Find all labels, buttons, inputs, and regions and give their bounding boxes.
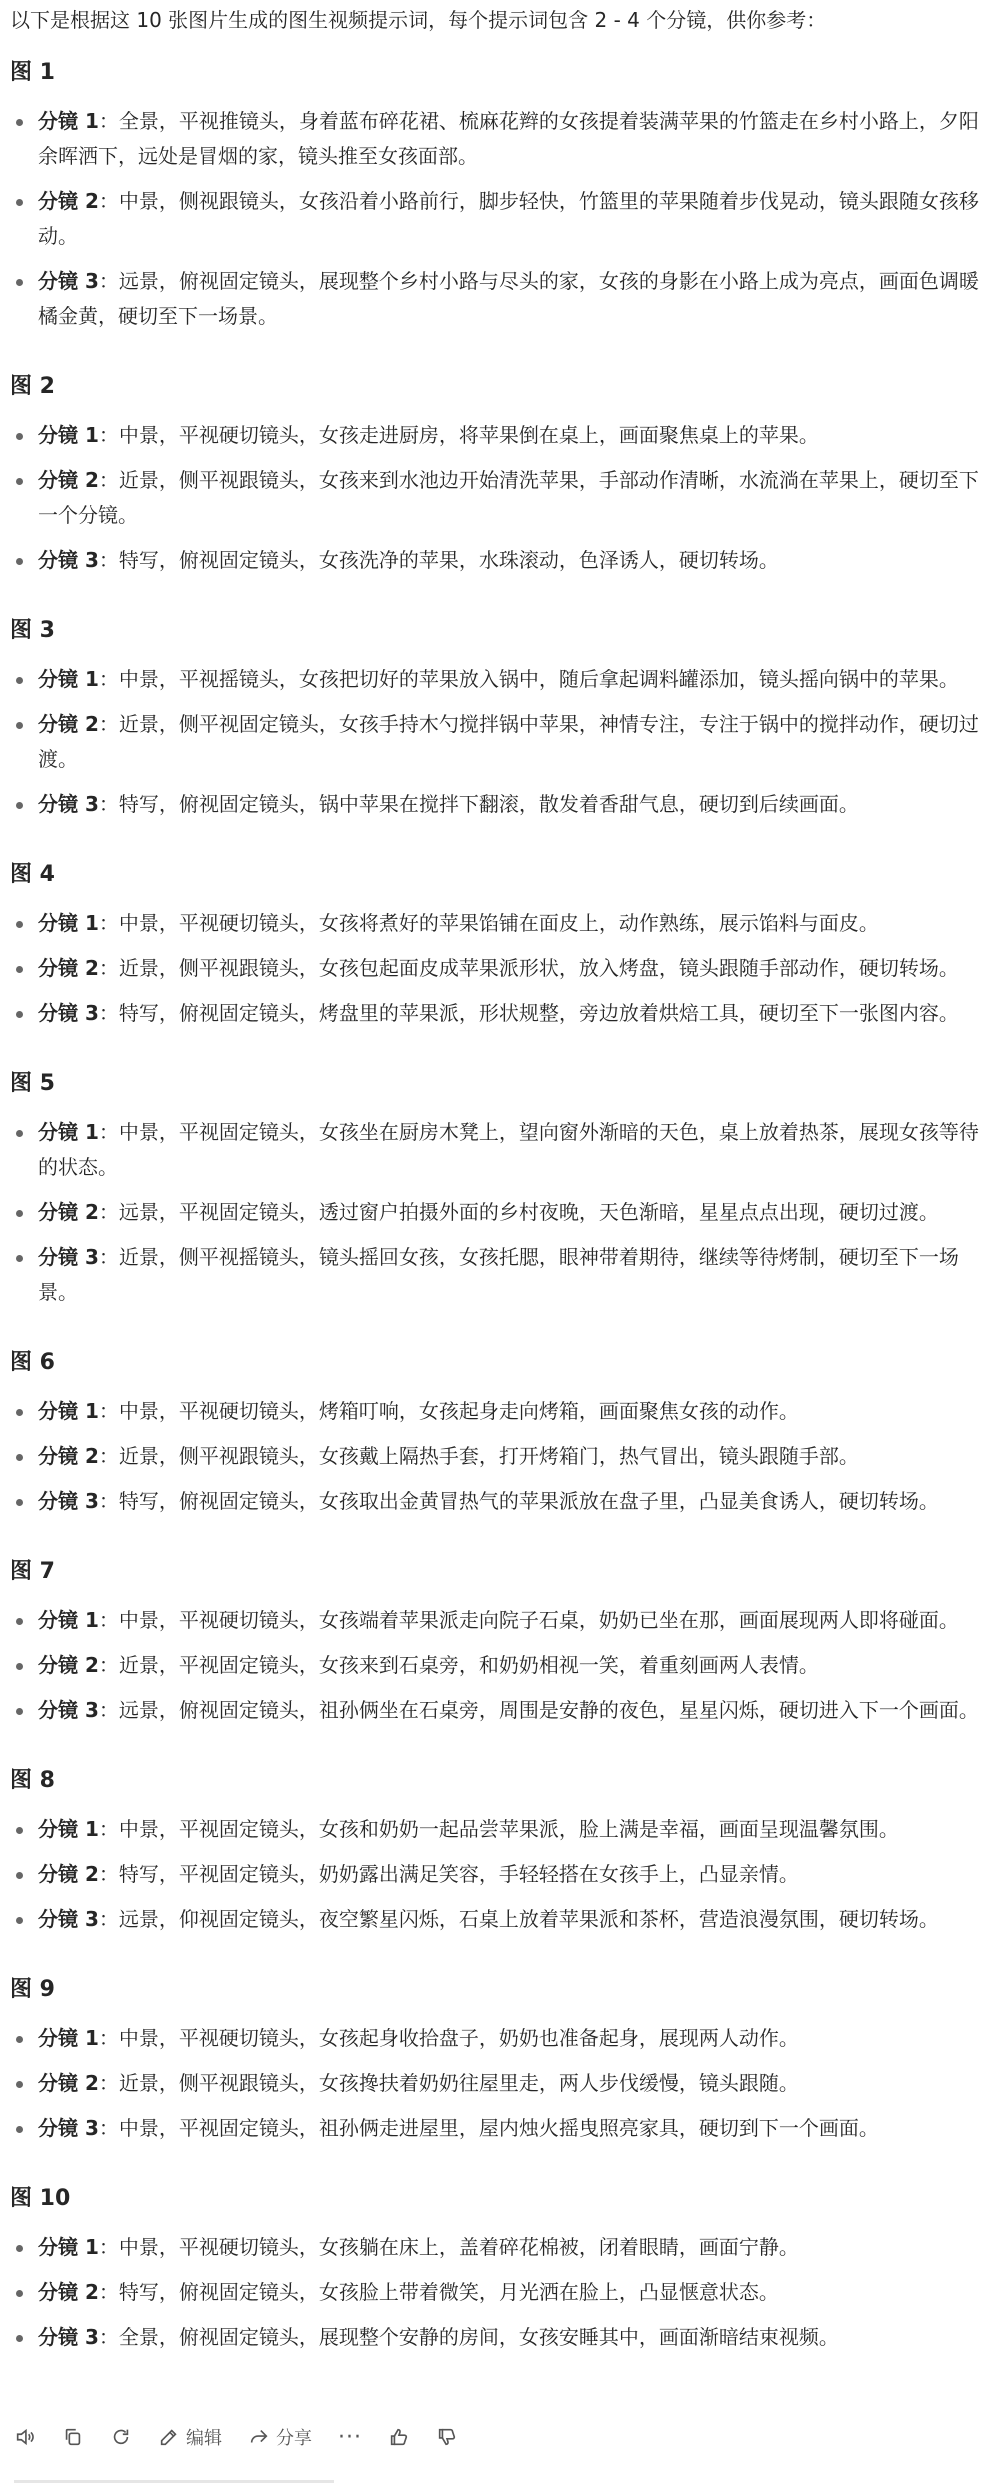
shot-item — [10, 662, 985, 697]
shot-text: ：中景，平视硬切镜头，女孩将煮好的苹果馅铺在面皮上，动作熟练，展示馅料与面皮。 — [98, 911, 879, 935]
shot-text: ：中景，侧视跟镜头，女孩沿着小路前行，脚步轻快，竹篮里的苹果随着步伐晃动，镜头跟随女孩移动。 — [38, 189, 979, 248]
shot-item — [10, 104, 985, 174]
shot-text: ：中景，平视硬切镜头，女孩端着苹果派走向院子石桌，奶奶已坐在那，画面展现两人即将碰面。 — [98, 1608, 959, 1632]
speaker-icon — [14, 2426, 36, 2448]
shot-item — [10, 1394, 985, 1429]
shot-label: 分镜 2 — [38, 712, 99, 736]
figure-section — [10, 1975, 985, 2146]
shot-label: 分镜 2 — [38, 2071, 99, 2095]
more-button[interactable]: ··· — [338, 2424, 362, 2450]
figure-section — [10, 58, 985, 334]
shot-text: ：中景，平视硬切镜头，女孩躺在床上，盖着碎花棉被，闭着眼睛，画面宁静。 — [98, 2235, 799, 2259]
shot-item — [10, 2275, 985, 2310]
shot-item — [10, 951, 985, 986]
shot-item — [10, 184, 985, 254]
shot-list — [10, 2230, 985, 2355]
read-aloud-button[interactable] — [14, 2426, 36, 2448]
shot-text: ：特写，俯视固定镜头，女孩取出金黄冒热气的苹果派放在盘子里，凸显美食诱人，硬切转场。 — [98, 1489, 939, 1513]
shot-text: ：中景，平视硬切镜头，女孩起身收拾盘子，奶奶也准备起身，展现两人动作。 — [98, 2026, 799, 2050]
shot-text: ：特写，俯视固定镜头，烤盘里的苹果派，形状规整，旁边放着烘焙工具，硬切至下一张图内容。 — [98, 1001, 959, 1025]
shot-item — [10, 2320, 985, 2355]
figure-title: 图 2 — [10, 374, 55, 399]
figure-section — [10, 1069, 985, 1310]
shot-text: ：近景，平视固定镜头，女孩来到石桌旁，和奶奶相视一笑，着重刻画两人表情。 — [98, 1653, 819, 1677]
shot-text: ：中景，平视硬切镜头，烤箱叮响，女孩起身走向烤箱，画面聚焦女孩的动作。 — [98, 1399, 799, 1423]
copy-icon — [62, 2426, 84, 2448]
figure-title: 图 7 — [10, 1559, 55, 1584]
dislike-button[interactable] — [436, 2426, 458, 2448]
shot-label: 分镜 2 — [38, 1862, 99, 1886]
figure-section — [10, 1348, 985, 1519]
shot-list — [10, 418, 985, 578]
shot-label: 分镜 2 — [38, 1200, 99, 1224]
shot-label: 分镜 1 — [38, 1817, 99, 1841]
shot-label: 分镜 3 — [38, 2325, 99, 2349]
shot-list — [10, 2021, 985, 2146]
shot-text: ：中景，平视固定镜头，女孩和奶奶一起品尝苹果派，脸上满是幸福，画面呈现温馨氛围。 — [98, 1817, 899, 1841]
shot-item — [10, 463, 985, 533]
shot-text: ：远景，俯视固定镜头，展现整个乡村小路与尽头的家，女孩的身影在小路上成为亮点，画面色调暖橘金黄，硬切至下一场景。 — [38, 269, 979, 328]
figure-section — [10, 1766, 985, 1937]
shot-text: ：中景，平视固定镜头，女孩坐在厨房木凳上，望向窗外渐暗的天色，桌上放着热茶，展现女孩等待的状态。 — [38, 1120, 979, 1179]
figure-section — [10, 2184, 985, 2355]
shot-text: ：远景，仰视固定镜头，夜空繁星闪烁，石桌上放着苹果派和茶杯，营造浪漫氛围，硬切转场。 — [98, 1907, 939, 1931]
shot-label: 分镜 3 — [38, 1001, 99, 1025]
shot-label: 分镜 3 — [38, 1907, 99, 1931]
shot-item — [10, 1693, 985, 1728]
shot-label: 分镜 1 — [38, 1608, 99, 1632]
shot-text: ：中景，平视硬切镜头，女孩走进厨房，将苹果倒在桌上，画面聚焦桌上的苹果。 — [98, 423, 819, 447]
shot-label: 分镜 3 — [38, 548, 99, 572]
shot-item — [10, 1902, 985, 1937]
figure-section — [10, 1557, 985, 1728]
shot-label: 分镜 1 — [38, 667, 99, 691]
shot-text: ：特写，俯视固定镜头，锅中苹果在搅拌下翻滚，散发着香甜气息，硬切到后续画面。 — [98, 792, 859, 816]
figure-title: 图 1 — [10, 60, 55, 85]
shot-label: 分镜 2 — [38, 1653, 99, 1677]
shot-item — [10, 906, 985, 941]
shot-list — [10, 906, 985, 1031]
shot-text: ：近景，侧平视跟镜头，女孩戴上隔热手套，打开烤箱门，热气冒出，镜头跟随手部。 — [98, 1444, 859, 1468]
copy-button[interactable] — [62, 2426, 84, 2448]
shot-item — [10, 1812, 985, 1847]
shot-item — [10, 418, 985, 453]
shot-label: 分镜 1 — [38, 2235, 99, 2259]
figure-section — [10, 372, 985, 578]
shot-label: 分镜 1 — [38, 1399, 99, 1423]
shot-text: ：中景，平视摇镜头，女孩把切好的苹果放入锅中，随后拿起调料罐添加，镜头摇向锅中的苹果。 — [98, 667, 959, 691]
figure-section — [10, 616, 985, 822]
divider — [14, 2480, 334, 2483]
shot-item — [10, 1603, 985, 1638]
shot-label: 分镜 1 — [38, 109, 99, 133]
figure-section — [10, 860, 985, 1031]
figure-title: 图 3 — [10, 618, 55, 643]
shot-item — [10, 2066, 985, 2101]
edit-icon — [158, 2426, 180, 2448]
like-button[interactable] — [388, 2426, 410, 2448]
edit-button[interactable] — [158, 2424, 222, 2450]
thumbs-up-icon — [388, 2426, 410, 2448]
shot-label: 分镜 2 — [38, 956, 99, 980]
shot-item — [10, 2230, 985, 2265]
shot-item — [10, 1240, 985, 1310]
shot-text: ：特写，俯视固定镜头，女孩脸上带着微笑，月光洒在脸上，凸显惬意状态。 — [98, 2280, 779, 2304]
shot-item — [10, 264, 985, 334]
shot-label: 分镜 1 — [38, 1120, 99, 1144]
shot-list — [10, 662, 985, 822]
shot-text: ：近景，侧平视跟镜头，女孩包起面皮成苹果派形状，放入烤盘，镜头跟随手部动作，硬切转场。 — [98, 956, 959, 980]
edit-label: 编辑 — [186, 2428, 222, 2449]
shot-label: 分镜 3 — [38, 1245, 99, 1269]
shot-text: ：近景，侧平视固定镜头，女孩手持木勺搅拌锅中苹果，神情专注，专注于锅中的搅拌动作，硬切过渡。 — [38, 712, 979, 771]
figure-title: 图 10 — [10, 2186, 71, 2211]
shot-list — [10, 1394, 985, 1519]
shot-text: ：特写，平视固定镜头，奶奶露出满足笑容，手轻轻搭在女孩手上，凸显亲情。 — [98, 1862, 799, 1886]
shot-label: 分镜 3 — [38, 792, 99, 816]
shot-text: ：全景，平视推镜头，身着蓝布碎花裙、梳麻花辫的女孩提着装满苹果的竹篮走在乡村小路上，夕阳余晖洒下，远处是冒烟的家，镜头推至女孩面部。 — [38, 109, 979, 168]
shot-item — [10, 1648, 985, 1683]
shot-label: 分镜 1 — [38, 911, 99, 935]
shot-label: 分镜 2 — [38, 468, 99, 492]
shot-label: 分镜 3 — [38, 269, 99, 293]
regenerate-button[interactable] — [110, 2426, 132, 2448]
refresh-icon — [110, 2426, 132, 2448]
shot-label: 分镜 1 — [38, 2026, 99, 2050]
shot-label: 分镜 1 — [38, 423, 99, 447]
message-toolbar — [14, 2424, 458, 2450]
answer-intro: 以下是根据这 10 张图片生成的图生视频提示词，每个提示词包含 2 - 4 个分镜，供你参考： — [10, 8, 827, 32]
shot-label: 分镜 2 — [38, 1444, 99, 1468]
shot-item — [10, 543, 985, 578]
shot-item — [10, 1439, 985, 1474]
figure-list — [10, 58, 985, 2355]
share-button[interactable] — [248, 2424, 312, 2450]
shot-label: 分镜 3 — [38, 2116, 99, 2140]
shot-text: ：特写，俯视固定镜头，女孩洗净的苹果，水珠滚动，色泽诱人，硬切转场。 — [98, 548, 779, 572]
shot-item — [10, 1115, 985, 1185]
shot-text: ：远景，平视固定镜头，透过窗户拍摄外面的乡村夜晚，天色渐暗，星星点点出现，硬切过渡。 — [98, 1200, 939, 1224]
shot-label: 分镜 3 — [38, 1698, 99, 1722]
shot-label: 分镜 2 — [38, 2280, 99, 2304]
shot-item — [10, 707, 985, 777]
shot-item — [10, 996, 985, 1031]
figure-title: 图 6 — [10, 1350, 55, 1375]
shot-list — [10, 1812, 985, 1937]
shot-text: ：近景，侧平视跟镜头，女孩来到水池边开始清洗苹果，手部动作清晰，水流淌在苹果上，硬切至下一个分镜。 — [38, 468, 979, 527]
figure-title: 图 5 — [10, 1071, 55, 1096]
shot-item — [10, 2111, 985, 2146]
shot-list — [10, 1603, 985, 1728]
shot-item — [10, 2021, 985, 2056]
shot-label: 分镜 2 — [38, 189, 99, 213]
thumbs-down-icon — [436, 2426, 458, 2448]
figure-title: 图 9 — [10, 1977, 55, 2002]
shot-text: ：近景，侧平视跟镜头，女孩搀扶着奶奶往屋里走，两人步伐缓慢，镜头跟随。 — [98, 2071, 799, 2095]
shot-item — [10, 1195, 985, 1230]
share-icon — [248, 2426, 270, 2448]
shot-list — [10, 1115, 985, 1310]
shot-list — [10, 104, 985, 334]
shot-item — [10, 1484, 985, 1519]
shot-label: 分镜 3 — [38, 1489, 99, 1513]
figure-title: 图 8 — [10, 1768, 55, 1793]
shot-text: ：全景，俯视固定镜头，展现整个安静的房间，女孩安睡其中，画面渐暗结束视频。 — [98, 2325, 839, 2349]
shot-text: ：远景，俯视固定镜头，祖孙俩坐在石桌旁，周围是安静的夜色，星星闪烁，硬切进入下一个画面。 — [98, 1698, 979, 1722]
shot-text: ：近景，侧平视摇镜头，镜头摇回女孩，女孩托腮，眼神带着期待，继续等待烤制，硬切至下一场景。 — [38, 1245, 959, 1304]
shot-item — [10, 1857, 985, 1892]
share-label: 分享 — [276, 2428, 312, 2449]
shot-item — [10, 787, 985, 822]
figure-title: 图 4 — [10, 862, 55, 887]
shot-text: ：中景，平视固定镜头，祖孙俩走进屋里，屋内烛火摇曳照亮家具，硬切到下一个画面。 — [98, 2116, 879, 2140]
